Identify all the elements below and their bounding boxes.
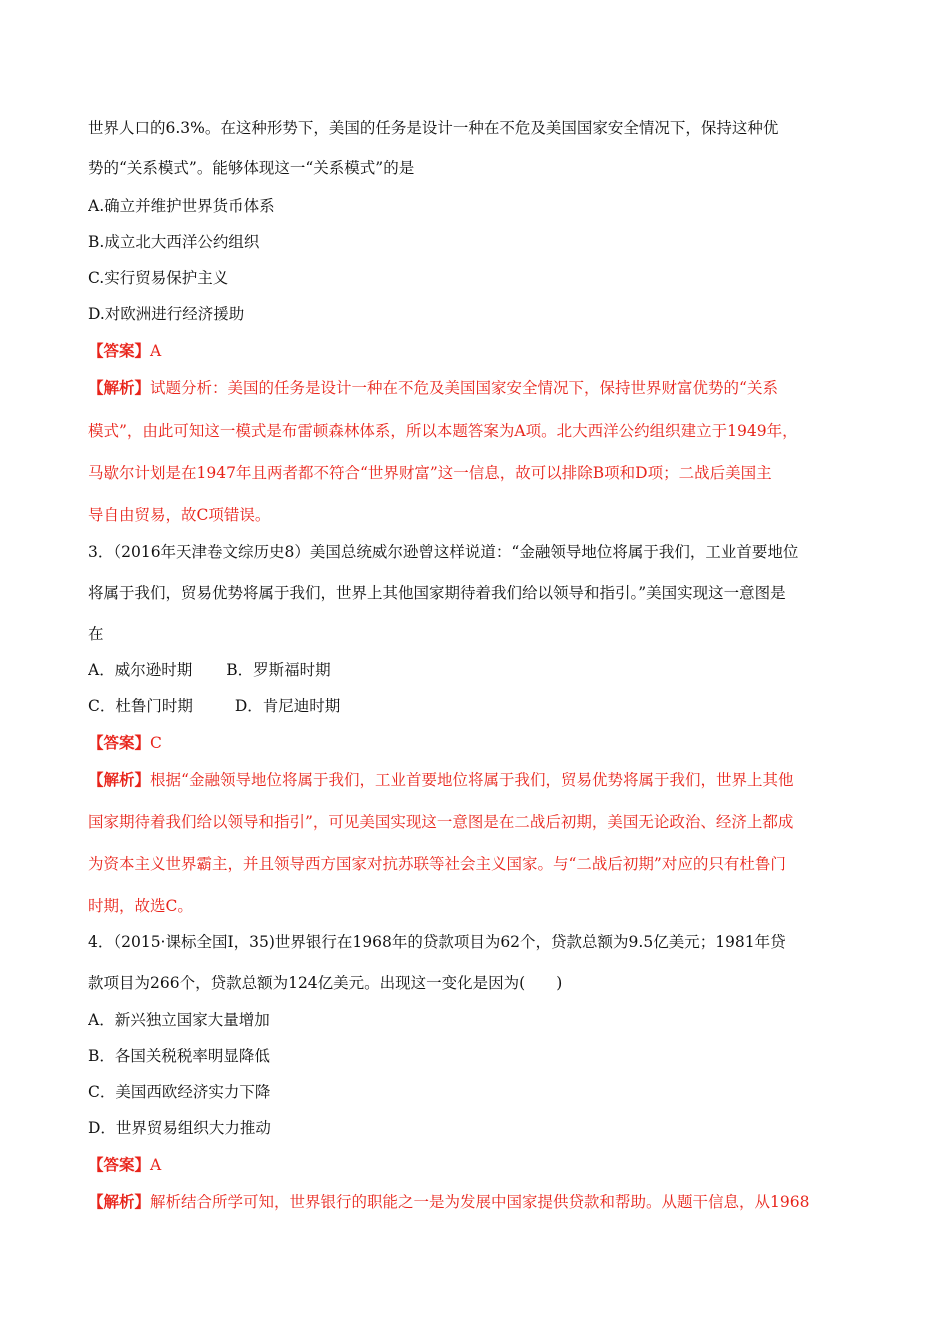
q3-analysis-line: 时期，故选C。 (88, 897, 193, 915)
q2-analysis (88, 378, 868, 398)
q4-option-b: B．各国关税税率明显降低 (88, 1047, 270, 1065)
q3-option-d: D．肯尼迪时期 (234, 697, 341, 715)
q3-answer (88, 733, 868, 753)
q3-stem-line: 在 (88, 625, 104, 643)
q3-analysis (88, 770, 868, 790)
answer-label: 【答案】 (88, 341, 151, 360)
q2-analysis-line: 模式”，由此可知这一模式是布雷顿森林体系，所以本题答案为A项。北大西洋公约组织建立于1949年， (88, 422, 798, 440)
q3-stem-line: 将属于我们，贸易优势将属于我们，世界上其他国家期待着我们给以领导和指引。”美国实现这一意图是 (88, 584, 786, 602)
q2-option-d: D.对欧洲进行经济援助 (88, 305, 245, 323)
q4-stem-line: 4．（2015·课标全国Ⅰ，35)世界银行在1968年的贷款项目为62个，贷款总额为9.5亿美元；1981年贷 (88, 933, 786, 951)
analysis-label: 【解析】 (88, 770, 151, 789)
q2-answer (88, 341, 868, 361)
analysis-label: 【解析】 (88, 1192, 151, 1211)
answer-value: C (150, 734, 162, 752)
q4-option-d: D．世界贸易组织大力推动 (88, 1119, 271, 1137)
analysis-text: 解析结合所学可知，世界银行的职能之一是为发展中国家提供贷款和帮助。从题干信息，从1968 (150, 1193, 810, 1211)
q4-answer (88, 1155, 868, 1175)
q2-analysis-line: 导自由贸易，故C项错误。 (88, 506, 271, 524)
q2-option-a: A.确立并维护世界货币体系 (88, 197, 275, 215)
q3-options-row (88, 696, 868, 716)
answer-label: 【答案】 (88, 733, 151, 752)
q3-option-b: B．罗斯福时期 (226, 661, 331, 679)
q4-stem-line: 款项目为266个，贷款总额为124亿美元。出现这一变化是因为( ) (88, 974, 563, 992)
q2-option-c: C.实行贸易保护主义 (88, 269, 229, 287)
answer-value: A (150, 1156, 162, 1174)
q4-option-c: C．美国西欧经济实力下降 (88, 1083, 271, 1101)
analysis-text: 试题分析：美国的任务是设计一种在不危及美国国家安全情况下，保持世界财富优势的“关系 (150, 379, 778, 397)
answer-value: A (150, 342, 162, 360)
q2-stem-line: 势的“关系模式”。能够体现这一“关系模式”的是 (88, 159, 415, 177)
q2-option-b: B.成立北大西洋公约组织 (88, 233, 260, 251)
analysis-label: 【解析】 (88, 378, 151, 397)
q4-option-a: A．新兴独立国家大量增加 (88, 1011, 270, 1029)
q3-analysis-line: 国家期待着我们给以领导和指引”，可见美国实现这一意图是在二战后初期，美国无论政治、经济上都成 (88, 813, 794, 831)
answer-label: 【答案】 (88, 1155, 151, 1174)
q3-analysis-line: 为资本主义世界霸主，并且领导西方国家对抗苏联等社会主义国家。与“二战后初期”对应的只有杜鲁门 (88, 855, 786, 873)
q2-analysis-line: 马歇尔计划是在1947年且两者都不符合“世界财富”这一信息，故可以排除B项和D项；二战后美国主 (88, 464, 772, 482)
q3-stem-line: 3．（2016年天津卷文综历史8）美国总统威尔逊曾这样说道：“金融领导地位将属于我们，工业首要地位 (88, 543, 799, 561)
q3-option-c: C．杜鲁门时期 (88, 697, 193, 715)
q4-analysis (88, 1192, 868, 1212)
q3-option-a: A．威尔逊时期 (88, 661, 193, 679)
analysis-text: 根据“金融领导地位将属于我们，工业首要地位将属于我们，贸易优势将属于我们，世界上其他 (150, 771, 794, 789)
q3-options-row (88, 660, 868, 680)
q2-stem-line: 世界人口的6.3%。在这种形势下，美国的任务是设计一种在不危及美国国家安全情况下，保持这种优 (88, 119, 779, 137)
